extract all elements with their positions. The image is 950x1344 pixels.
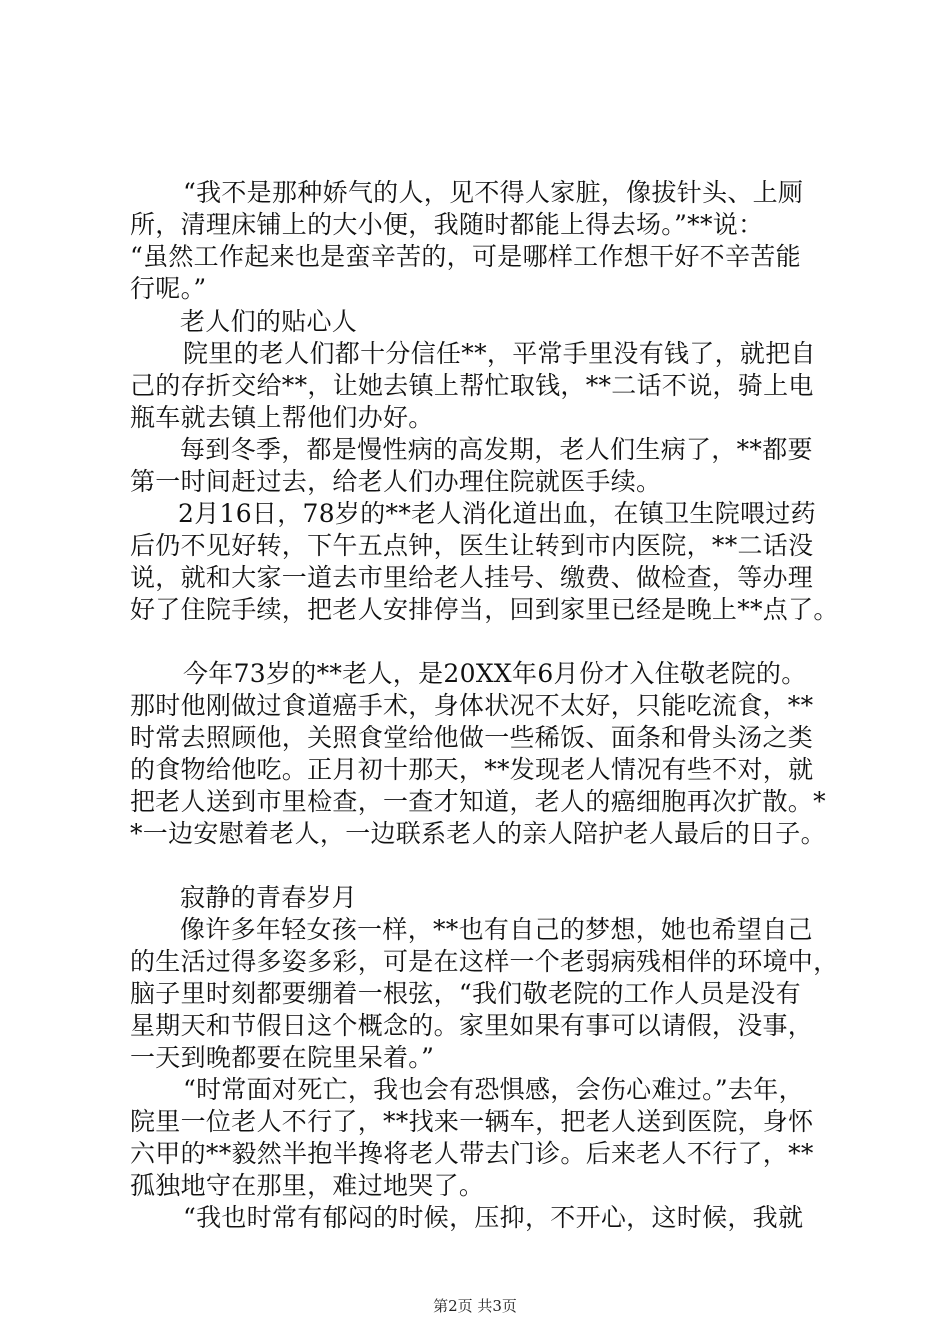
section-heading: 寂静的青春岁月 [180, 883, 358, 912]
section-heading: 老人们的贴心人 [180, 307, 358, 336]
text-line: “虽然工作起来也是蛮辛苦的，可是哪样工作想干好不辛苦能 [130, 242, 801, 271]
text-line: “我不是那种娇气的人，见不得人家脏，像拔针头、上厕 [183, 178, 804, 207]
text-line: 第一时间赶过去，给老人们办理住院就医手续。 [130, 467, 662, 496]
text-line: “时常面对死亡，我也会有恐惧感，会伤心难过。”去年， [183, 1075, 804, 1104]
text-line: 己的存折交给**，让她去镇上帮忙取钱，**二话不说，骑上电 [130, 371, 814, 400]
text-line: 院里一位老人不行了，**找来一辆车，把老人送到医院，身怀 [130, 1107, 814, 1136]
text-line: 所，清理床铺上的大小便，我随时都能上得去场。”**说： [130, 210, 764, 239]
text-line: 的食物给他吃。正月初十那天，**发现老人情况有些不对，就 [130, 755, 814, 784]
text-line: 那时他刚做过食道癌手术，身体状况不太好，只能吃流食，** [130, 691, 814, 720]
text-line: 六甲的**毅然半抱半搀将老人带去门诊。后来老人不行了，** [130, 1139, 814, 1168]
text-line: 每到冬季，都是慢性病的高发期，老人们生病了，**都要 [180, 435, 813, 464]
text-line: 后仍不见好转，下午五点钟，医生让转到市内医院，**二话没 [130, 531, 814, 560]
text-line: 像许多年轻女孩一样，**也有自己的梦想，她也希望自己 [180, 915, 813, 944]
text-line: *一边安慰着老人，一边联系老人的亲人陪护老人最后的日子。 [130, 819, 826, 848]
text-line: 瓶车就去镇上帮他们办好。 [130, 403, 434, 432]
page-number-footer: 第2页 共3页 [433, 1297, 517, 1315]
text-line: 说，就和大家一道去市里给老人挂号、缴费、做检查，等办理 [130, 563, 814, 592]
text-line: 行呢。” [130, 274, 207, 303]
text-line: 脑子里时刻都要绷着一根弦，“我们敬老院的工作人员是没有 [130, 979, 801, 1008]
text-line: 把老人送到市里检查，一查才知道，老人的癌细胞再次扩散。* [130, 787, 826, 816]
text-line: 好了住院手续，把老人安排停当，回到家里已经是晚上**点了。 [130, 595, 839, 624]
text-line: 2月16日，78岁的**老人消化道出血，在镇卫生院喂过药 [178, 499, 816, 528]
text-line: 院里的老人们都十分信任**，平常手里没有钱了，就把自 [183, 339, 816, 368]
text-line: 今年73岁的**老人，是20XX年6月份才入住敬老院的。 [183, 659, 807, 688]
text-line: 的生活过得多姿多彩，可是在这样一个老弱病残相伴的环境中， [130, 947, 839, 976]
text-line: 星期天和节假日这个概念的。家里如果有事可以请假，没事， [130, 1011, 814, 1040]
text-line: 时常去照顾他，关照食堂给他做一些稀饭、面条和骨头汤之类 [130, 723, 814, 752]
text-line: 一天到晚都要在院里呆着。” [130, 1043, 435, 1072]
text-line: “我也时常有郁闷的时候，压抑，不开心，这时候，我就 [183, 1203, 804, 1232]
text-line: 孤独地守在那里，难过地哭了。 [130, 1171, 485, 1200]
